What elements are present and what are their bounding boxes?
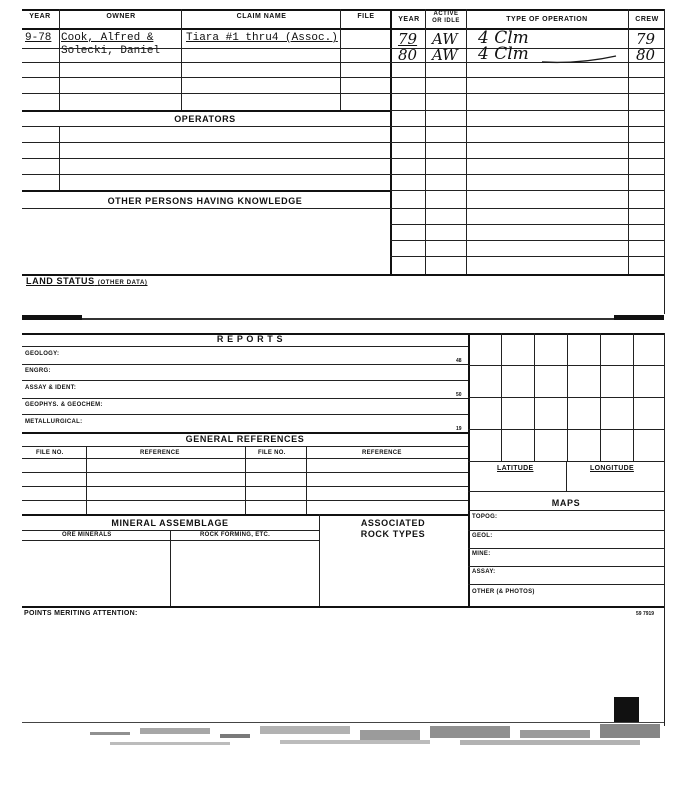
row-line (390, 110, 664, 111)
separator-band-mark (22, 315, 82, 320)
owner-line-2: Solecki, Daniel (61, 45, 161, 57)
report-num-metallurgical: 19 (456, 426, 462, 432)
row-line (22, 48, 390, 49)
separator-band-mark (614, 315, 664, 320)
report-num-geology: 48 (456, 358, 462, 364)
header-year: YEAR (29, 13, 51, 20)
header-divider (59, 9, 60, 28)
owners-bottom-border (22, 110, 390, 112)
land-status-sublabel: (OTHER DATA) (97, 280, 148, 286)
mineral-assemblage-heading: MINERAL ASSEMBLAGE (111, 518, 229, 528)
top-border (22, 9, 664, 11)
header-crew: CREW (635, 16, 659, 23)
activity-operation-1: 4 Clm (478, 28, 529, 48)
ref-column-line (306, 446, 307, 514)
header-or-idle: OR IDLE (432, 18, 460, 24)
header-year-2: YEAR (398, 16, 420, 23)
row-line (22, 93, 390, 94)
ref-header-reference-2: REFERENCE (362, 450, 402, 456)
mineral-header-line (22, 530, 320, 531)
header-divider (181, 9, 182, 28)
row-line (468, 530, 664, 531)
row-line (390, 77, 664, 78)
activity-crew-2: 80 (636, 46, 656, 64)
maps-row-topog: TOPOG: (472, 514, 498, 520)
row-line (390, 93, 664, 94)
land-status-label: LAND STATUS (26, 276, 95, 286)
activity-operation-2: 4 Clm (478, 44, 529, 64)
header-bottom-border (22, 28, 664, 30)
mineral-column-line (170, 530, 171, 606)
operators-bottom-border (22, 190, 390, 192)
reports-heading: R E P O R T S (216, 334, 284, 344)
row-line (390, 126, 664, 127)
ore-minerals-header: ORE MINERALS (62, 532, 112, 538)
mineral-subheader-line (22, 540, 320, 541)
header-file: FILE (357, 13, 375, 20)
rock-forming-header: ROCK FORMING, ETC. (200, 532, 271, 538)
ref-column-line (245, 446, 246, 514)
activity-year-1: 79 (398, 30, 418, 48)
report-label-metallurgical: METALLURGICAL: (25, 419, 83, 425)
row-line (390, 240, 664, 241)
row-line (390, 256, 664, 257)
row-line (22, 62, 390, 63)
row-line (22, 174, 390, 175)
report-num-assay: 50 (456, 392, 462, 398)
maps-header-line (468, 510, 664, 511)
row-line (22, 380, 468, 381)
header-owner: OWNER (106, 13, 136, 20)
row-line (390, 190, 664, 191)
reports-header-line (22, 346, 468, 347)
associated-heading: ASSOCIATED (360, 518, 426, 528)
ref-column-line (86, 446, 87, 514)
other-persons-heading: OTHER PERSONS HAVING KNOWLEDGE (107, 196, 303, 206)
report-label-geology: GEOLOGY: (25, 351, 60, 357)
activity-active-1: AW (432, 30, 458, 48)
latlong-divider (566, 461, 567, 491)
maps-row-other: OTHER (& PHOTOS) (472, 589, 535, 595)
header-type-of-operation: TYPE OF OPERATION (506, 16, 588, 23)
header-divider (340, 9, 341, 28)
row-line (390, 158, 664, 159)
row-line (390, 208, 664, 209)
row-line (22, 364, 468, 365)
form-code: 59 7919 (636, 611, 655, 617)
row-line (22, 414, 468, 415)
rock-types-heading: ROCK TYPES (360, 529, 426, 539)
claim-name: Tiara #1 thru4 (Assoc.) (186, 32, 338, 44)
claim-column-line (181, 28, 182, 110)
land-status-heading (26, 276, 148, 286)
points-meriting-heading: POINTS MERITING ATTENTION: (24, 610, 138, 617)
activity-year-2: 80 (398, 46, 418, 64)
associated-column-line (319, 514, 320, 606)
header-active: ACTIVE (433, 11, 459, 17)
ref-header-file-no: FILE NO. (36, 450, 64, 456)
row-line (390, 142, 664, 143)
row-line (22, 142, 390, 143)
claim-year: 9-78 (25, 32, 52, 44)
activity-block-right-border (664, 9, 665, 274)
report-label-engrg: ENGRG: (25, 368, 51, 374)
latlong-bottom-line (468, 491, 664, 492)
row-line (22, 158, 390, 159)
maps-heading: MAPS (551, 498, 581, 508)
header-claim-name: CLAIM NAME (236, 13, 287, 20)
row-line (22, 77, 390, 78)
activity-crew-1: 79 (636, 30, 656, 48)
report-label-assay: ASSAY & IDENT: (25, 385, 77, 391)
scan-noise (80, 724, 670, 758)
grid-line (468, 397, 664, 398)
row-line (468, 584, 664, 585)
points-right-border (664, 606, 665, 726)
row-line (468, 548, 664, 549)
maps-row-geol: GEOL: (472, 533, 493, 539)
references-bottom-border (22, 514, 468, 516)
land-status-right-border (664, 274, 665, 314)
handwritten-stroke (540, 52, 620, 66)
grid-line (468, 365, 664, 366)
operators-column-line (59, 126, 60, 190)
registration-mark (614, 697, 639, 722)
row-line (22, 398, 468, 399)
grid-line (468, 429, 664, 430)
scan-noise-band (22, 722, 664, 723)
latitude-label: LATITUDE (497, 465, 534, 472)
general-references-heading: GENERAL REFERENCES (185, 434, 305, 444)
activity-active-2: AW (432, 46, 458, 64)
row-line (390, 174, 664, 175)
report-label-geophys: GEOPHYS. & GEOCHEM: (25, 402, 103, 408)
maps-row-mine: MINE: (472, 551, 491, 557)
file-column-line (340, 28, 341, 110)
longitude-label: LONGITUDE (590, 465, 634, 472)
separator-band (22, 318, 664, 320)
grid-right-border (664, 333, 665, 606)
maps-row-assay: ASSAY: (472, 569, 496, 575)
ref-header-file-no-2: FILE NO. (258, 450, 286, 456)
row-line (390, 224, 664, 225)
ref-header-reference: REFERENCE (140, 450, 180, 456)
other-persons-header-line (22, 208, 390, 209)
mineral-bottom-border (22, 606, 468, 608)
owner-line-1: Cook, Alfred & (61, 32, 154, 44)
maps-bottom-border (468, 606, 664, 608)
row-line (468, 566, 664, 567)
operators-header-line (22, 126, 390, 127)
operators-heading: OPERATORS (174, 114, 236, 124)
owner-column-line (59, 28, 60, 110)
